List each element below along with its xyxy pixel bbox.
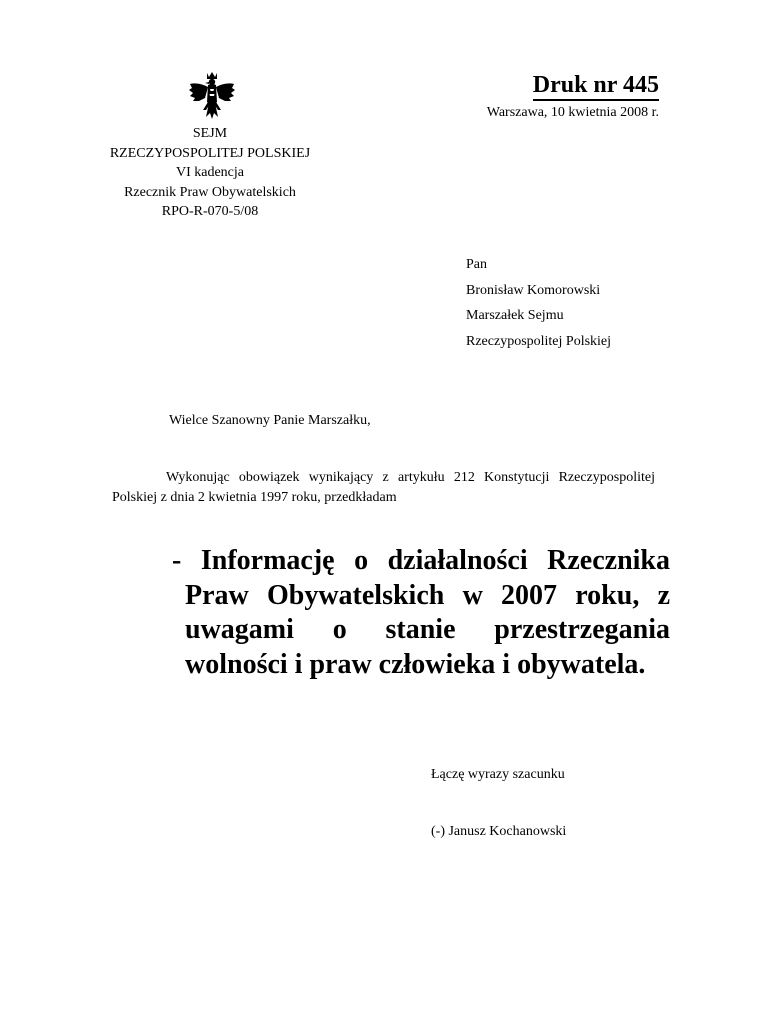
document-number-text: Druk nr 445: [533, 72, 659, 101]
reference-number: RPO-R-070-5/08: [161, 204, 259, 219]
headline: - Informację o działalności Rzecznika Praw Obywatelskich w 2007 roku, z uwagami o stanie przestrzegania wolności i praw człowieka i obywatela.: [172, 545, 670, 680]
letter-date: Warszawa, 10 kwietnia 2008 r.: [486, 105, 659, 120]
signature: (-) Janusz Kochanowski: [431, 824, 567, 839]
recipient-line: Pan: [466, 257, 487, 272]
sender-line: Rzecznik Praw Obywatelskich: [124, 184, 296, 200]
polish-eagle-icon: [188, 70, 236, 122]
sender-block: [60, 124, 360, 222]
recipient-line: Marszałek Sejmu: [466, 308, 564, 323]
recipient-line: Bronisław Komorowski: [466, 282, 601, 298]
recipient-block: [466, 252, 611, 354]
sender-line: RZECZYPOSPOLITEJ POLSKIEJ: [109, 145, 311, 161]
sender-line: VI kadencja: [175, 165, 245, 180]
body-paragraph: Wykonując obowiązek wynikający z artykułu 212 Konstytucji Rzeczypospolitej Polskiej z dnia 2 kwietnia 1997 roku, przedkładam: [112, 470, 655, 505]
document-number: [430, 70, 659, 100]
closing-phrase: Łączę wyrazy szacunku: [431, 767, 565, 782]
sender-line: SEJM: [192, 126, 228, 141]
recipient-line: Rzeczypospolitej Polskiej: [466, 333, 612, 349]
salutation: Wielce Szanowny Panie Marszałku,: [169, 413, 371, 428]
